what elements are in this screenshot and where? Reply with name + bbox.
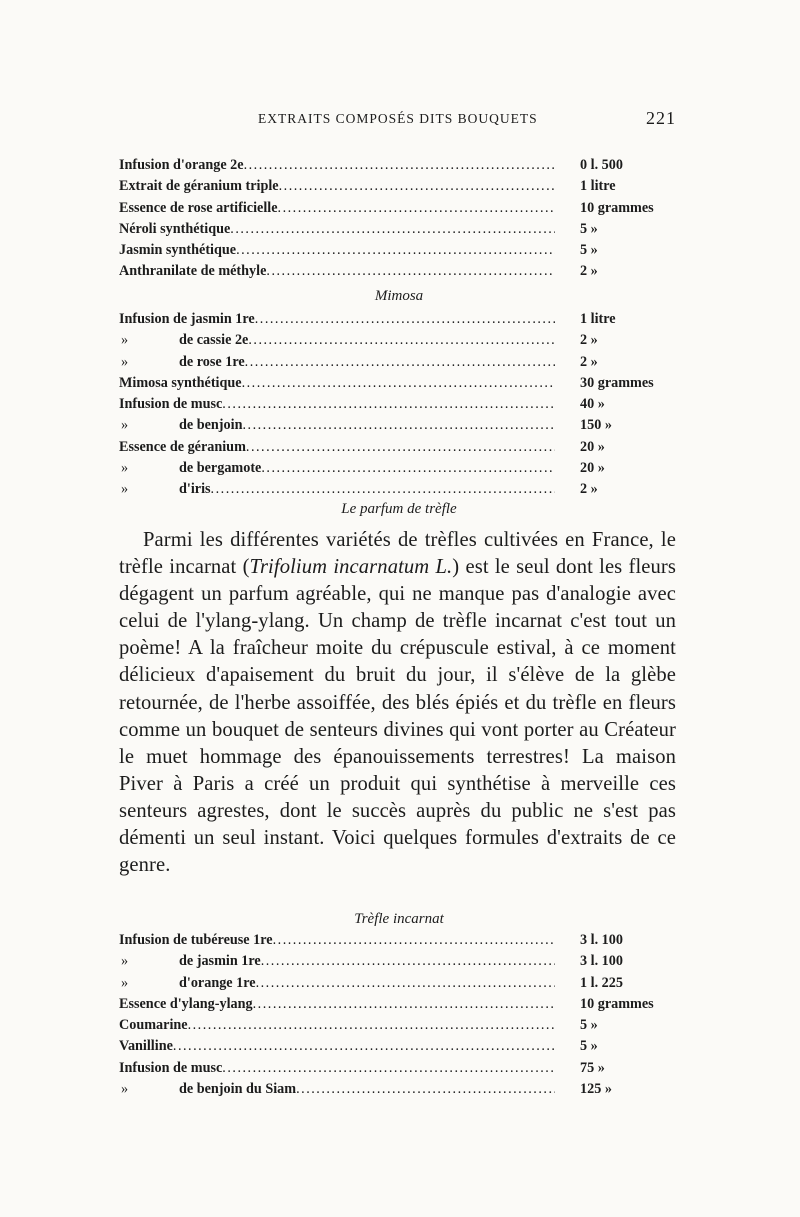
ingredient-quantity: 30 grammes [580,374,654,391]
ingredient-name-wrap [119,176,555,197]
ingredient-quantity: 40 » [580,396,605,413]
recipe-row [119,415,679,436]
recipe-row [119,352,679,373]
ingredient-name: Anthranilate de méthyle [119,263,267,280]
section-title-mimosa: Mimosa [374,288,424,304]
ditto-indent [119,415,179,436]
ingredient-name: de jasmin 1re [179,953,261,970]
ingredient-quantity: 150 » [580,417,612,434]
ingredient-quantity: 0 l. 500 [580,157,623,173]
ingredient-name-wrap [119,198,555,219]
ingredient-quantity: 1 l. 225 [580,974,623,991]
paragraph-part-a: Parmi les différentes variétés de trèfles cultivées en France, le trèfle incarnat ( [119,529,676,579]
ingredient-quantity: 20 » [580,460,605,477]
ingredient-quantity: 10 grammes [580,199,654,216]
ditto-mark: » [121,460,129,477]
recipe-row [119,219,679,240]
ingredient-quantity: 5 » [580,1017,598,1034]
recipe-row [119,1036,679,1057]
ingredient-name-wrap [119,1036,555,1057]
ingredient-quantity: 20 » [580,438,605,455]
ingredient-name: Essence d'ylang-ylang [119,995,253,1012]
ingredient-name: de rose 1re [179,353,245,370]
ingredient-name: d'orange 1re [179,974,256,991]
ditto-mark: » [121,953,129,970]
ingredient-name: d'iris [179,481,211,498]
ingredient-name: Mimosa synthétique [119,374,242,391]
ditto-indent [119,1079,179,1100]
ingredient-quantity: 5 » [580,242,598,259]
ingredient-name-wrap [119,352,555,373]
recipe-row [119,261,679,282]
ditto-mark: » [121,417,129,434]
ingredient-name-wrap [119,1015,555,1036]
ingredient-name-wrap [119,261,555,282]
ingredient-name-wrap [119,437,555,458]
ingredient-quantity: 1 litre [580,311,616,327]
ingredient-name: Essence de rose artificielle [119,199,278,216]
page-header [120,108,676,131]
recipe-row [119,198,679,219]
paragraph-part-b: ) est le seul dont les fleurs dégagent un parfum agréable, qui ne manque pas d'analogie avec celui de l'ylang-ylang. Un champ de trèfle incarnat c'est tout un poème! A la fraîcheur moite du crépuscule estival, à ce moment délicieux d'apaisement du bruit du jour, il s'élève de la glèbe retournée, de l'herbe assoiffée, des blés épiés et du trèfle en fleurs comme un bouquet de senteurs divines qui vont porter au Créateur le muet hommage des épanouissements terrestres! La maison Piver à Paris a créé un produit qui synthétise à merveille ces senteurs agrestes, dont le succès auprès du public ne s'est pas démenti un seul instant. Voici quelques formules d'extraits de ce genre. [119,556,676,877]
ingredient-name-wrap [119,394,555,415]
recipe-list-mimosa [119,309,679,501]
ingredient-name: de benjoin [179,417,243,434]
recipe-row [119,176,679,197]
ingredient-quantity: 2 » [580,481,598,498]
section-title-trefle: Le parfum de trèfle [341,501,457,517]
ditto-indent [119,973,179,994]
recipe-row [119,437,679,458]
recipe-row [119,973,679,994]
ditto-indent [119,458,179,479]
recipe-row [119,1079,679,1100]
ditto-mark: » [121,974,129,991]
ingredient-name: Extrait de géranium triple [119,178,279,195]
ditto-indent [119,951,179,972]
ingredient-quantity: 75 » [580,1059,605,1076]
ingredient-quantity: 5 » [580,220,598,237]
ingredient-name-wrap [119,458,555,479]
recipe-row [119,1058,679,1079]
ingredient-quantity: 2 » [580,353,598,370]
recipe-row [119,994,679,1015]
ditto-mark: » [121,481,129,498]
latin-name: Trifolium incarnatum L. [249,556,453,579]
ingredient-quantity: 125 » [580,1081,612,1098]
ingredient-quantity: 3 l. 100 [580,932,623,948]
recipe-row [119,930,679,951]
body-paragraph [119,527,676,879]
ingredient-name: de benjoin du Siam [179,1081,297,1098]
section-title-trefle-incarnat: Trèfle incarnat [354,911,444,927]
ingredient-name: Jasmin synthétique [119,242,237,259]
ditto-indent [119,352,179,373]
ingredient-name-wrap [119,994,555,1015]
ingredient-name-wrap [119,1058,555,1079]
ingredient-name-wrap [119,973,555,994]
ingredient-name: de cassie 2e [179,332,249,349]
page-number: 221 [646,108,676,128]
ingredient-name: de bergamote [179,460,262,477]
ditto-indent [119,479,179,500]
recipe-row [119,458,679,479]
ingredient-quantity: 3 l. 100 [580,953,623,970]
ingredient-quantity: 2 » [580,332,598,349]
ingredient-name-wrap [119,479,555,500]
ingredient-quantity: 10 grammes [580,995,654,1012]
recipe-row [119,155,679,176]
ingredient-name: Vanilline [119,1038,173,1055]
ingredient-name: Infusion de jasmin 1re [119,311,255,327]
ingredient-name-wrap [119,330,555,351]
ditto-mark: » [121,1081,129,1098]
ditto-mark: » [121,332,129,349]
ingredient-name-wrap [119,155,555,176]
ingredient-name-wrap [119,930,555,951]
ingredient-name-wrap [119,951,555,972]
recipe-list-trefle-incarnat [119,930,679,1100]
ingredient-name-wrap [119,219,555,240]
ingredient-name-wrap [119,373,555,394]
ingredient-name-wrap [119,1079,555,1100]
ingredient-name-wrap [119,309,555,330]
ingredient-name: Néroli synthétique [119,220,231,237]
ditto-indent [119,330,179,351]
running-title: EXTRAITS COMPOSÉS DITS BOUQUETS [258,111,538,126]
recipe-row [119,394,679,415]
ingredient-name: Coumarine [119,1017,188,1034]
recipe-row [119,951,679,972]
ingredient-name: Essence de géranium [119,438,246,455]
ingredient-name: Infusion de tubéreuse 1re [119,932,273,948]
ditto-mark: » [121,353,129,370]
recipe-row [119,330,679,351]
recipe-row [119,479,679,500]
ingredient-name: Infusion de musc [119,1059,223,1076]
recipe-row [119,1015,679,1036]
recipe-row [119,309,679,330]
ingredient-name: Infusion d'orange 2e [119,157,244,173]
recipe-list-orange [119,155,679,283]
ingredient-name-wrap [119,240,555,261]
recipe-row [119,240,679,261]
recipe-row [119,373,679,394]
ingredient-quantity: 1 litre [580,178,616,195]
ingredient-name: Infusion de musc [119,396,223,413]
ingredient-quantity: 5 » [580,1038,598,1055]
ingredient-name-wrap [119,415,555,436]
ingredient-quantity: 2 » [580,263,598,280]
